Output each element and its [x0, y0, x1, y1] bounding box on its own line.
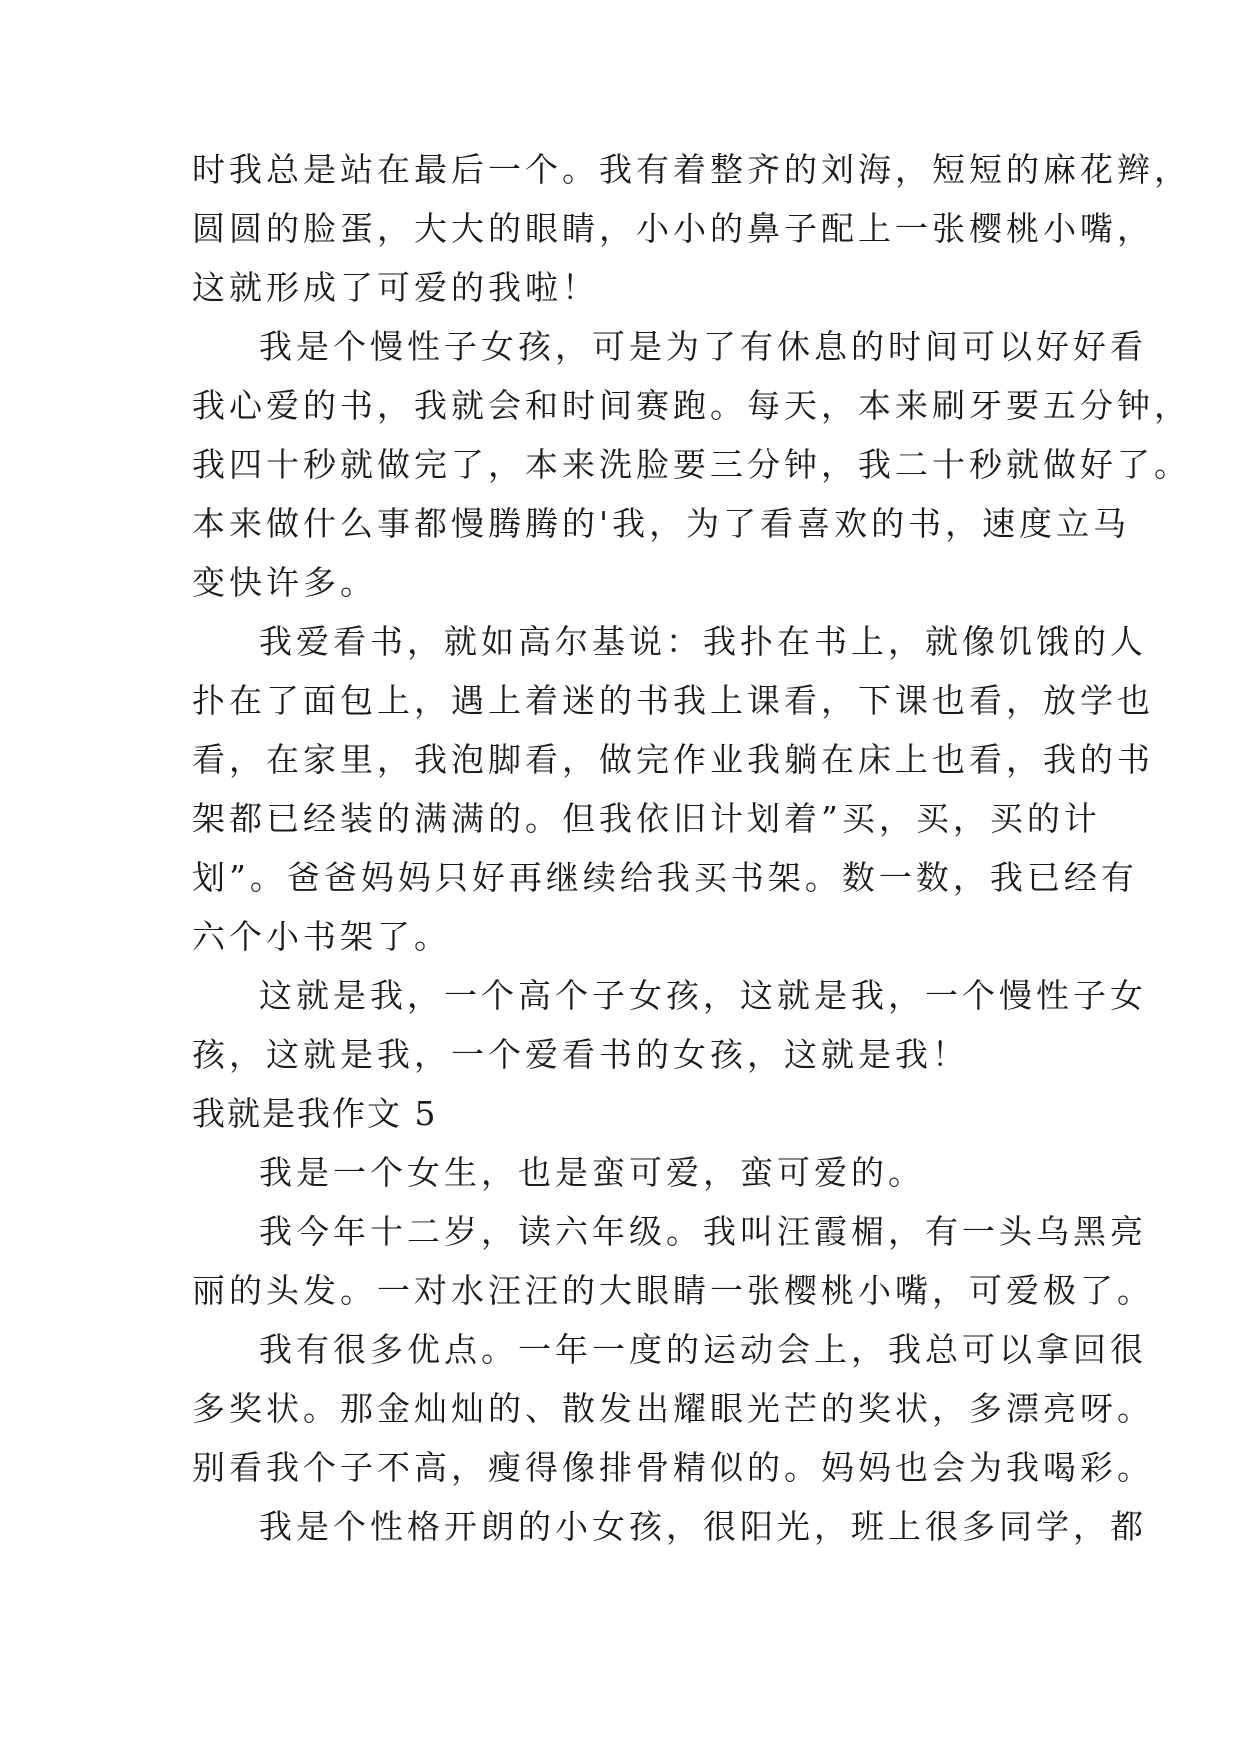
- text-line: 六个小书架了。: [192, 917, 451, 956]
- text-line: 划”。爸爸妈妈只好再继续给我买书架。数一数，我已经有: [192, 858, 1138, 897]
- paragraph-start-line: 我今年十二岁，读六年级。我叫汪霞楣，有一头乌黑亮: [259, 1212, 1147, 1251]
- text-line: 架都已经装的满满的。但我依旧计划着”买，买，买的计: [192, 799, 1101, 838]
- text-line: 孩，这就是我，一个爱看书的女孩，这就是我！: [192, 1035, 969, 1074]
- paragraph-start-line: 我是一个女生，也是蛮可爱，蛮可爱的。: [259, 1153, 925, 1192]
- paragraph-start-line: 这就是我，一个高个子女孩，这就是我，一个慢性子女: [259, 976, 1147, 1015]
- paragraph-start-line: 我有很多优点。一年一度的运动会上，我总可以拿回很: [259, 1330, 1147, 1369]
- text-line: 扑在了面包上，遇上着迷的书我上课看，下课也看，放学也: [192, 681, 1154, 720]
- section-heading: 我就是我作文 5: [192, 1094, 438, 1133]
- document-page: [192, 140, 1191, 1556]
- text-line: 看，在家里，我泡脚看，做完作业我躺在床上也看，我的书: [192, 740, 1154, 779]
- paragraph-start-line: 我是个性格开朗的小女孩，很阳光，班上很多同学，都: [259, 1507, 1147, 1546]
- text-line: 时我总是站在最后一个。我有着整齐的刘海，短短的麻花辫，: [192, 150, 1191, 189]
- text-line: 这就形成了可爱的我啦！: [192, 268, 599, 307]
- text-line: 我心爱的书，我就会和时间赛跑。每天，本来刷牙要五分钟，: [192, 386, 1191, 425]
- text-line: 我四十秒就做完了，本来洗脸要三分钟，我二十秒就做好了。: [192, 445, 1191, 484]
- text-line: 别看我个子不高，瘦得像排骨精似的。妈妈也会为我喝彩。: [192, 1448, 1154, 1487]
- paragraph-start-line: 我爱看书，就如高尔基说：我扑在书上，就像饥饿的人: [259, 622, 1147, 661]
- paragraph-start-line: 我是个慢性子女孩，可是为了有休息的时间可以好好看: [259, 327, 1147, 366]
- text-line: 丽的头发。一对水汪汪的大眼睛一张樱桃小嘴，可爱极了。: [192, 1271, 1154, 1310]
- text-line: 本来做什么事都慢腾腾的'我，为了看喜欢的书，速度立马: [192, 504, 1131, 543]
- text-line: 多奖状。那金灿灿的、散发出耀眼光芒的奖状，多漂亮呀。: [192, 1389, 1154, 1428]
- text-line: 圆圆的脸蛋，大大的眼睛，小小的鼻子配上一张樱桃小嘴，: [192, 209, 1154, 248]
- text-line: 变快许多。: [192, 563, 377, 602]
